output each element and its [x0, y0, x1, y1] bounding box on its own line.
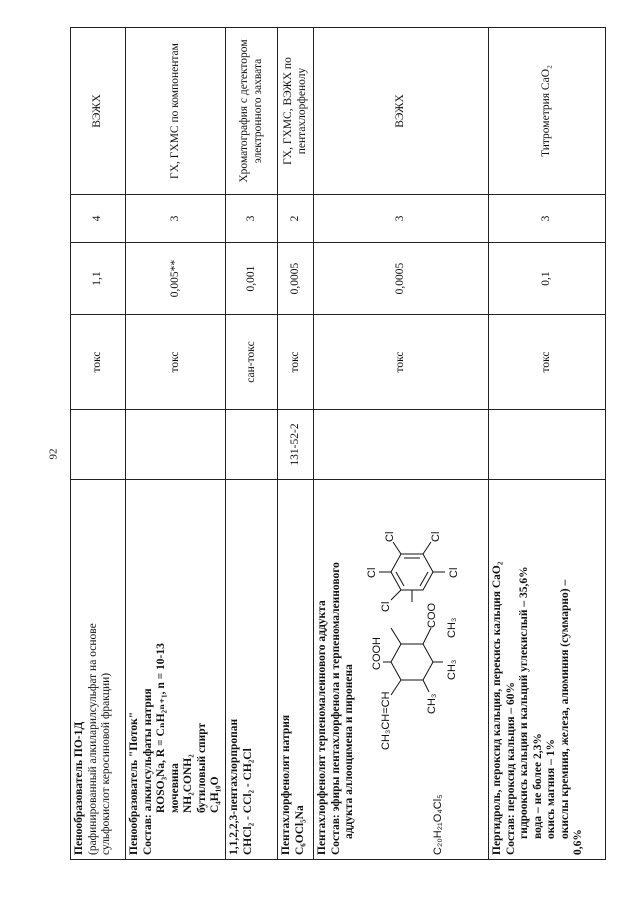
table-row: [226, 28, 278, 860]
method-cell: Хроматография с детектором электронного захвата: [226, 28, 278, 195]
label-coo: COO: [425, 602, 438, 628]
cas-cell: [226, 410, 278, 480]
mac-cell: 0,0005: [314, 243, 489, 315]
class-cell: сан-токс: [226, 315, 278, 410]
mac-cell: 1,1: [71, 243, 126, 315]
label-cooh: COOH: [370, 637, 383, 670]
name-cell: [226, 480, 278, 860]
name-line: гидроокись кальция и кальций углекислый – 35,6%: [518, 566, 531, 839]
method-cell: ВЭЖХ: [71, 28, 126, 195]
name-line: 0,6%: [572, 829, 585, 855]
name-line: вода – не более 2,3%: [531, 733, 544, 839]
benzene-ring: [391, 554, 433, 590]
name-line: ROSO₃Na, R = CₙH₂ₙ₊₁, n = 10-13: [155, 643, 168, 813]
table-row: [126, 28, 226, 860]
class-cell: токс: [71, 315, 126, 410]
name-line: NH₂CONH₂: [182, 754, 195, 813]
label-ch3ch: CH₃CH=CH: [379, 691, 392, 750]
name-line: Пентахлорфенолят натрия: [280, 714, 292, 855]
hazard-cell: 3: [489, 195, 606, 243]
method-cell: Титрометрия CaO₂: [489, 28, 606, 195]
table-row: [314, 28, 489, 860]
label-cl: Cl: [429, 531, 442, 542]
cas-cell: [314, 410, 489, 480]
name-cell: [71, 480, 126, 860]
method-cell: ВЭЖХ: [314, 28, 489, 195]
cas-cell: [489, 410, 606, 480]
mac-cell: 0,0005: [278, 243, 314, 315]
hazard-cell: 4: [71, 195, 126, 243]
name-line: Состав: алкилсульфаты натрия: [141, 688, 154, 855]
name-cell: [314, 480, 489, 860]
name-line: бутиловый спирт: [195, 722, 208, 813]
method-cell: ГХ, ГХМС по компонентам: [126, 28, 226, 195]
method-cell: ГХ, ГХМС, ВЭЖХ по пентахлорфенолу: [278, 28, 314, 195]
name-cell: [278, 480, 314, 860]
name-line: окислы кремния, железа, алюминия (суммарно) –: [558, 579, 571, 839]
name-cell: [126, 480, 226, 860]
table-row: [71, 28, 126, 860]
label-cl: Cl: [365, 567, 378, 578]
name-line: сульфокислот керосиновой фракции): [100, 672, 113, 855]
substance-table: [70, 27, 606, 860]
name-line: Состав: эфиры пентахлорфенола и терпеномалеинового: [329, 562, 342, 855]
name-line: (рафинированный алкиларилсульфат на основе: [86, 623, 99, 855]
hazard-cell: 2: [278, 195, 314, 243]
formula-block: [361, 484, 476, 855]
name-line: CHCl₂ - CCl₂ - CH₂Cl: [241, 748, 254, 855]
class-cell: токс: [489, 315, 606, 410]
rotated-table-wrapper: [70, 28, 605, 860]
name-line: окись магния – 1%: [545, 738, 558, 839]
name-line: Состав: пероксид кальция – 60%: [504, 681, 517, 855]
cyclohexane-ring: [391, 644, 433, 680]
table-row: [489, 28, 606, 860]
name-line: аддукта аллооцимена и пиронена: [343, 664, 356, 839]
hazard-cell: 3: [126, 195, 226, 243]
class-cell: токс: [314, 315, 489, 410]
label-ch3: CH₃: [445, 617, 458, 638]
label-cl: Cl: [383, 531, 396, 542]
name-line: Пенообразователь "Поток": [128, 711, 140, 855]
label-cl: Cl: [379, 601, 392, 612]
label-cl: Cl: [447, 567, 460, 578]
mac-cell: 0,001: [226, 243, 278, 315]
name-cell: [489, 480, 606, 860]
name-line: Пентахлорфенолят терпеномалеинового аддукта: [316, 600, 328, 855]
cas-cell: 131-52-2: [278, 410, 314, 480]
mac-cell: 0,1: [489, 243, 606, 315]
label-ch3: CH₃: [445, 659, 458, 680]
name-line: C₆OCl₅Na: [293, 805, 306, 855]
table-row: [278, 28, 314, 860]
name-line: Пенообразователь ПО-1Д: [73, 721, 85, 855]
molecular-formula: C₂₀H₂₁O₄Cl₅: [431, 794, 444, 855]
class-cell: токс: [278, 315, 314, 410]
name-line: мочевина: [168, 763, 181, 813]
name-line: C₄H₁₀O: [209, 776, 222, 813]
structure-diagram: [361, 500, 476, 750]
mac-cell: 0,005**: [126, 243, 226, 315]
name-line: Пергидроль, пероксид кальция, перекись кальция CaO₂: [491, 561, 503, 855]
hazard-cell: 3: [226, 195, 278, 243]
cas-cell: [71, 410, 126, 480]
class-cell: токс: [126, 315, 226, 410]
hazard-cell: 3: [314, 195, 489, 243]
label-ch3: CH₃: [425, 693, 438, 714]
name-line: 1,1,2,2,3-пентахлорпропан: [228, 718, 240, 855]
cas-cell: [126, 410, 226, 480]
page-number: 92: [47, 448, 60, 460]
